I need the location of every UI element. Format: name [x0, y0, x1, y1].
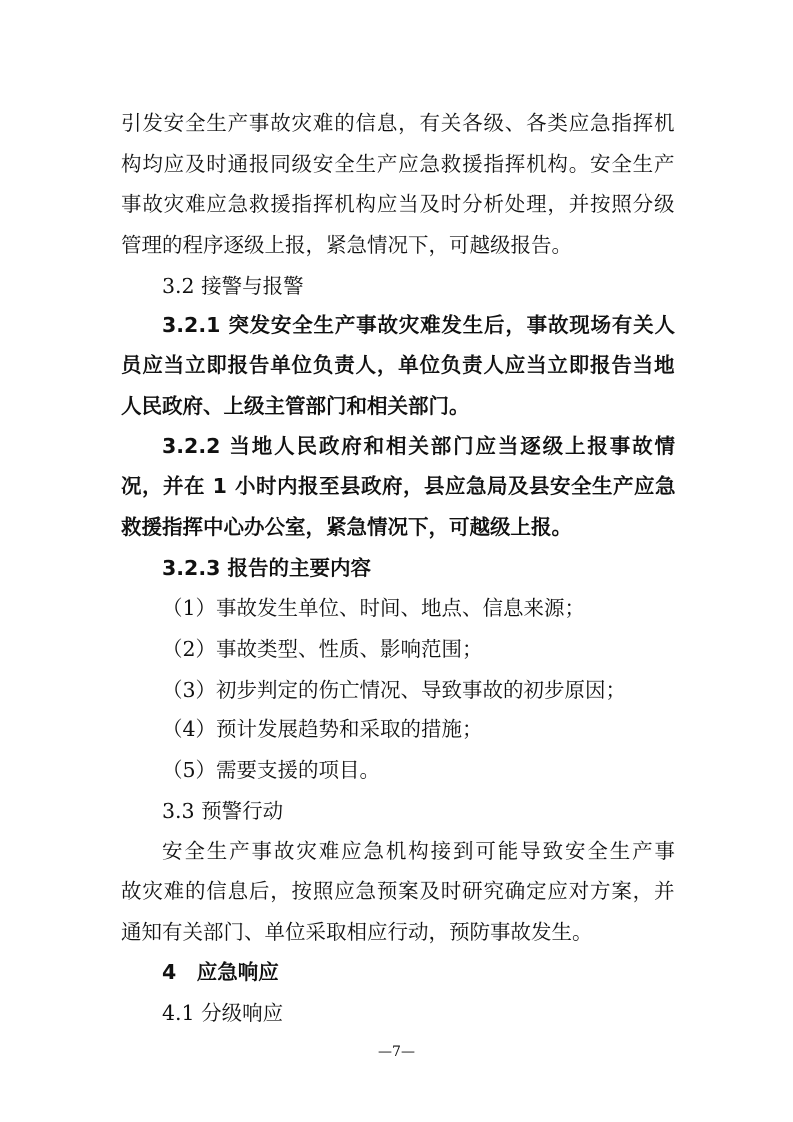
section-heading-3-2-3: 3.2.3 报告的主要内容	[162, 555, 372, 580]
list-item: （4）预计发展趋势和采取的措施；	[162, 717, 483, 742]
list-item: （1）事故发生单位、时间、地点、信息来源；	[162, 596, 586, 621]
bold-paragraph-line: 员应当立即报告单位负责人，单位负责人应当立即报告当地	[121, 353, 675, 378]
list-item: （5）需要支援的项目。	[162, 757, 381, 782]
bold-paragraph-line: 救援指挥中心办公室，紧急情况下，可越级上报。	[121, 514, 572, 539]
list-item: （2）事故类型、性质、影响范围；	[162, 636, 483, 661]
bold-paragraph-line: 3.2.1 突发安全生产事故灾难发生后，事故现场有关人	[162, 313, 675, 338]
body-line: 事故灾难应急救援指挥机构应当及时分析处理，并按照分级	[121, 192, 675, 217]
bold-paragraph-line: 3.2.2 当地人民政府和相关部门应当逐级上报事故情	[162, 434, 675, 459]
bold-paragraph-line: 人民政府、上级主管部门和相关部门。	[121, 393, 470, 418]
section-heading-4-1: 4.1 分级响应	[162, 1001, 284, 1025]
page-number: —7—	[378, 1044, 415, 1060]
section-heading-3-3: 3.3 预警行动	[162, 798, 284, 823]
body-line: 管理的程序逐级上报，紧急情况下，可越级报告。	[121, 232, 572, 257]
list-item: （3）初步判定的伤亡情况、导致事故的初步原因；	[162, 677, 627, 702]
section-heading-4: 4 应急响应	[162, 960, 279, 985]
body-line: 故灾难的信息后，按照应急预案及时研究确定应对方案，并	[121, 879, 675, 903]
body-line: 引发安全生产事故灾难的信息，有关各级、各类应急指挥机	[121, 111, 675, 135]
bold-paragraph-line: 况，并在 1 小时内报至县政府，县应急局及县安全生产应急	[121, 474, 677, 499]
section-heading-3-2: 3.2 接警与报警	[162, 273, 304, 298]
body-line: 构均应及时通报同级安全生产应急救援指挥机构。安全生产	[121, 151, 675, 176]
body-line: 通知有关部门、单位采取相应行动，预防事故发生。	[121, 919, 593, 944]
body-line: 安全生产事故灾难应急机构接到可能导致安全生产事	[162, 839, 675, 864]
